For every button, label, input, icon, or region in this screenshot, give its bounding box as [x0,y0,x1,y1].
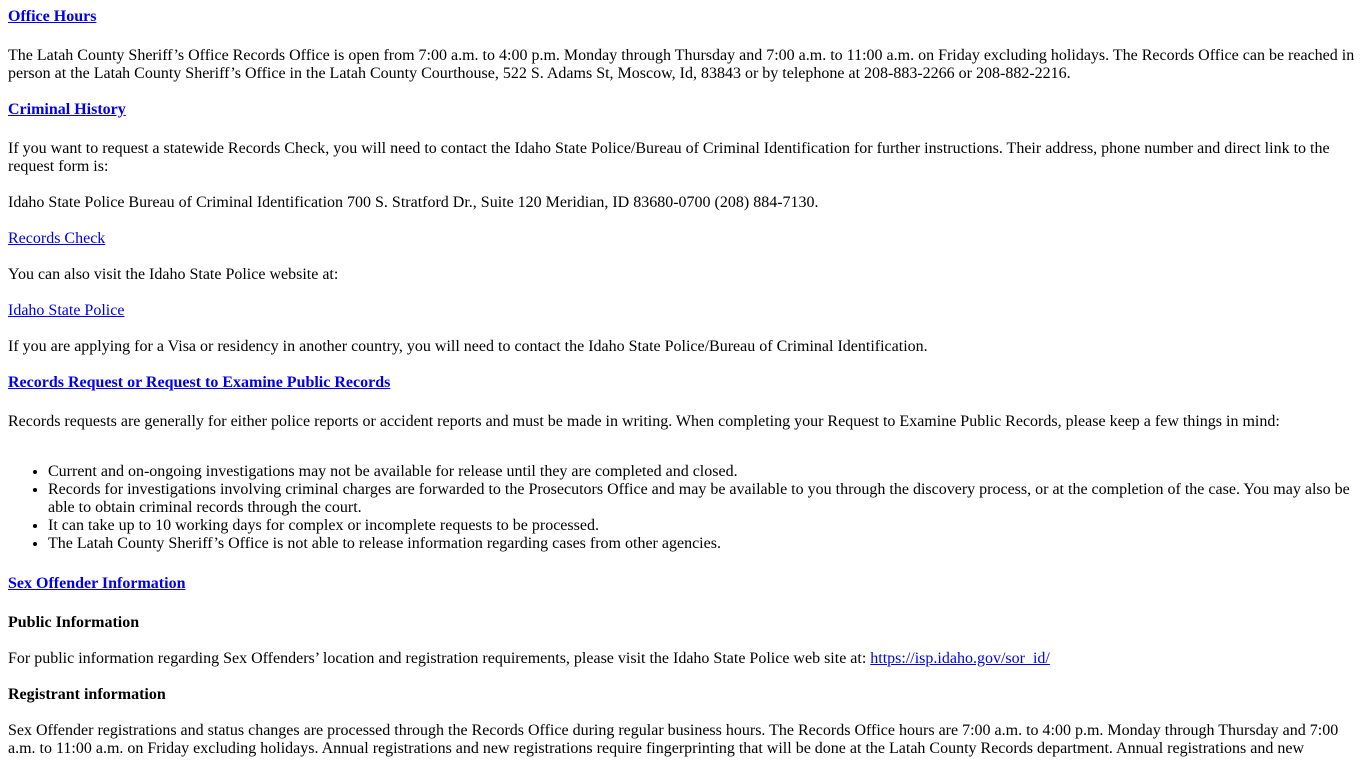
list-item: • Records for investigations involving criminal charges are forwarded to the Prosecutors Office and may be available to you through the discovery process, or at the completion of the case. You may also be able to obtain criminal records through the court. [48,481,1358,517]
isp-link-paragraph [8,302,1358,320]
records-check-link[interactable]: Records Check [8,230,106,247]
records-request-heading-link[interactable]: Records Request or Request to Examine Public Records [8,374,391,391]
office-hours-text: The Latah County Sheriff’s Office Records Office is open from 7:00 a.m. to 4:00 p.m. Monday through Thursday and 7:00 a.m. to 11:00 a.m. on Friday excluding holidays. The Records Office can be reached in person at the Latah County Sheriff’s Office in the Latah County Courthouse, 522 S. Adams St, Moscow, Id, 83843 or by telephone at 208-883-2266 or 208-882-2216. [8,47,1355,82]
public-information-heading: Public Information [8,614,140,631]
office-hours-heading [8,8,1358,26]
idaho-state-police-link[interactable]: Idaho State Police [8,302,125,319]
list-item: • Current and on-ongoing investigations may not be available for release until they are completed and closed. [48,463,1358,481]
list-item: • It can take up to 10 working days for complex or incomplete requests to be processed. [48,517,1358,535]
public-information-text [8,650,1358,668]
office-hours-heading-link[interactable]: Office Hours [8,8,97,25]
isp-bci-address: Idaho State Police Bureau of Criminal Identification 700 S. Stratford Dr., Suite 120 Meridian, ID 83680-0700 (208) 884-7130. [8,194,819,211]
records-request-list [8,463,1358,553]
sex-offender-heading-link[interactable]: Sex Offender Information [8,575,186,592]
registrant-information-heading: Registrant information [8,686,166,703]
criminal-history-heading [8,101,1358,119]
records-request-heading [8,374,1358,392]
records-request-intro: Records requests are generally for either police reports or accident reports and must be made in writing. When completing your Request to Examine Public Records, please keep a few things in mind: [8,413,1280,430]
criminal-history-heading-link[interactable]: Criminal History [8,101,126,118]
visit-isp-text: You can also visit the Idaho State Police website at: [8,266,339,283]
registrant-information-text: Sex Offender registrations and status changes are processed through the Records Office during regular business hours. The Records Office hours are 7:00 a.m. to 4:00 p.m. Monday through Thursday and 7:00 a.m. to 11:00 a.m. on Friday excluding holidays. Annual registrations and new registrations require fingerprinting that will be done at the Latah County Records department. Annual registrations and new [8,722,1339,757]
isp-sor-link[interactable]: https://isp.idaho.gov/sor_id/ [870,650,1050,667]
list-item: • The Latah County Sheriff’s Office is not able to release information regarding cases from other agencies. [48,535,1358,553]
sex-offender-heading [8,575,1358,593]
records-check-paragraph [8,230,1358,248]
visa-residency-text: If you are applying for a Visa or residency in another country, you will need to contact the Idaho State Police/Bureau of Criminal Identification. [8,338,928,355]
public-information-body: For public information regarding Sex Offenders’ location and registration requirements, please visit the Idaho State Police web site at: [8,650,871,667]
criminal-history-intro: If you want to request a statewide Records Check, you will need to contact the Idaho State Police/Bureau of Criminal Identification for further instructions. Their address, phone number and direct link to the request form is: [8,140,1330,175]
